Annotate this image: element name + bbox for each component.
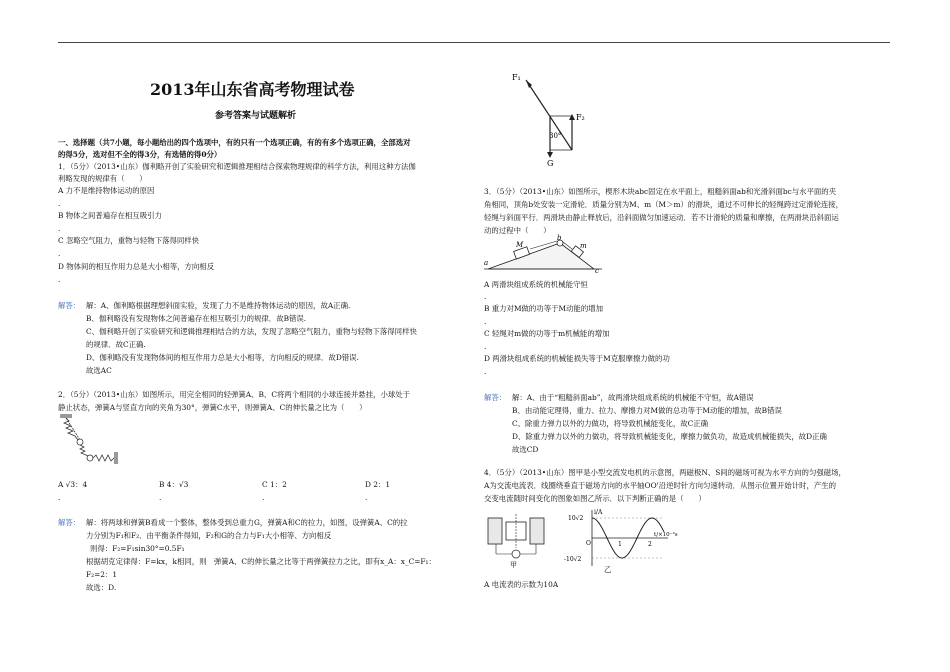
wedge-a-label: a <box>484 259 489 267</box>
page-title: 2013年山东省高考物理试卷 <box>150 80 355 99</box>
q3-solution-line: C、除重力弹力以外的力做功，将导致机械能变化，故C正确 <box>512 419 709 428</box>
q2-option-a: A √3：4 <box>58 480 88 489</box>
q1-solution-line: 故选AC <box>86 366 112 375</box>
q1-solution-label: 解答： <box>58 301 81 310</box>
q2-stem: 2．（5分）（2013•山东）如图所示，用完全相同的轻弹簧A、B、C将两个相同的小球连接并悬挂，小球处于 <box>58 390 411 399</box>
q1-option-a: A 力不是维持物体运动的原因 <box>58 186 155 195</box>
q3-stem-cont: 动的过程中（ ） <box>484 226 551 235</box>
q1-dot: . <box>58 224 61 233</box>
q1-stem-cont: 利略发现的规律有（ ） <box>58 174 147 183</box>
q1-option-b: B 物体之间普遍存在相互吸引力 <box>58 211 162 220</box>
q2-option-c: C 1：2 <box>262 480 287 489</box>
q1-option-d: D 物体间的相互作用力总是大小相等，方向相反 <box>58 262 215 271</box>
q2-dot: . <box>365 493 368 502</box>
q1-dot: . <box>58 249 61 258</box>
wedge-diagram <box>484 235 604 275</box>
q1-solution-line: 的规律．故C正确. <box>86 340 146 349</box>
q2-dot: . <box>262 493 265 502</box>
current-graph <box>564 506 678 572</box>
q2-stem-cont: 静止状态，弹簧A与竖直方向的夹角为30°，弹簧C水平，则弹簧A、C的伸长量之比为（ ） <box>58 403 367 412</box>
q3-stem-cont: 角相同，顶角b处安装一定滑轮．质量分别为M、m（M＞m）的滑块，通过不可伸长的轻绳跨过定滑轮连接， <box>484 200 844 209</box>
q4-stem: 4．（5分）（2013•山东）图甲是小型交流发电机的示意图，两磁极N、S间的磁场可视为水平方向的匀强磁场， <box>484 468 846 477</box>
force-f1-label: F₁ <box>512 73 521 82</box>
q2-solution-line: 解：将两球和弹簧B看成一个整体，整体受到总重力G，弹簧A和C的拉力，如图，设弹簧A、C的拉 <box>86 518 408 527</box>
q3-solution-label: 解答： <box>484 393 507 402</box>
q4-option-a: A 电流表的示数为10A <box>484 580 559 589</box>
generator-diagram <box>484 508 558 570</box>
graph-yi-label: 乙 <box>604 565 612 574</box>
graph-bottom-tick: -10√2 <box>564 556 582 563</box>
q1-dot: . <box>58 275 61 284</box>
force-f2-label: F₂ <box>576 113 585 122</box>
q2-option-d: D 2：1 <box>365 480 391 489</box>
q2-solution-line: F₂=2：1 <box>86 570 118 579</box>
q1-stem: 1．（5分）（2013•山东）伽利略开创了实验研究和逻辑推理相结合探索物理规律的科学方法，利用这种方法伽 <box>58 162 416 171</box>
q3-dot: . <box>484 342 487 351</box>
section-heading-line2: 的得5分，选对但不全的得3分，有选错的得0分） <box>58 150 222 159</box>
q1-option-c: C 忽略空气阻力，重物与轻物下落得同样快 <box>58 236 200 245</box>
q1-solution-line: C、伽利略开创了实验研究和逻辑推理相结合的方法，发现了忽略空气阻力，重物与轻物下落得同样快 <box>86 327 417 336</box>
q2-solution-line: 力分别为F₁和F₂．由平衡条件得知，F₂和G的合力与F₁大小相等、方向相反 <box>86 531 332 540</box>
force-g-label: G <box>547 159 554 168</box>
q3-option-c: C 轻绳对m做的功等于m机械能的增加 <box>484 329 610 338</box>
q3-solution-line: D、除重力弹力以外的力做功，将导致机械能变化，摩擦力做负功，故造成机械能损失，故D正确 <box>512 432 827 441</box>
q4-stem-cont: 交变电流随时间变化的图象如图乙所示．以下判断正确的是（ ） <box>484 494 706 503</box>
page-subtitle: 参考答案与试题解析 <box>215 111 297 121</box>
force-angle-label: 30° <box>549 132 562 140</box>
q3-dot: . <box>484 292 487 301</box>
q2-solution-line: 根据胡克定律得：F=kx，k相同，则 弹簧A、C的伸长量之比等于两弹簧拉力之比，即有x_A：x_C=F₁： <box>86 557 436 566</box>
q3-stem-cont: 轻绳与斜面平行．两滑块由静止释放后，沿斜面做匀加速运动．若不计滑轮的质量和摩擦，在两滑块沿斜面运 <box>484 213 839 222</box>
force-diagram <box>504 68 614 168</box>
q3-option-b: B 重力对M做的功等于M动能的增加 <box>484 304 603 313</box>
q1-solution-line: D、伽利略没有发现物体间的相互作用力总是大小相等，方向相反的规律．故D错误. <box>86 353 359 362</box>
q3-dot: . <box>484 317 487 326</box>
generator-jia-label: 甲 <box>510 561 517 569</box>
q3-stem: 3．（5分）（2013•山东）如图所示，楔形木块abc固定在水平面上，粗糙斜面ab和光滑斜面bc与水平面的夹 <box>484 187 837 196</box>
graph-origin: O <box>586 540 591 547</box>
wedge-M-label: M <box>516 241 524 249</box>
graph-t1: 1 <box>618 541 622 548</box>
q2-solution-line: 则得：F₂=F₁sin30°=0.5F₁ <box>90 544 185 553</box>
wedge-b-label: b <box>557 234 562 242</box>
graph-ylabel: i/A <box>594 509 603 516</box>
section-heading-line1: 一、选择题（共7小题，每小题给出的四个选项中，有的只有一个选项正确，有的有多个选项正确，全部选对 <box>58 138 411 147</box>
q4-stem-cont: A为交流电流表．线圈绕垂直于磁场方向的水平轴OO'沿逆时针方向匀速转动．从图示位置开始计时，产生的 <box>484 481 837 490</box>
graph-xlabel: t/×10⁻²s <box>654 532 678 538</box>
q1-solution-line: 解：A、伽利略根据理想斜面实验，发现了力不是维持物体运动的原因，故A正确. <box>86 301 351 310</box>
q3-option-d: D 两滑块组成系统的机械能损失等于M克服摩擦力做的功 <box>484 354 670 363</box>
q2-dot: . <box>58 493 61 502</box>
q3-solution-line: 故选CD <box>512 445 539 454</box>
spring-diagram <box>58 414 138 466</box>
q2-dot: . <box>159 493 162 502</box>
wedge-m-label: m <box>580 242 587 250</box>
q2-solution-label: 解答： <box>58 518 81 527</box>
q3-solution-line: 解：A、由于“粗糙斜面ab”，故两滑块组成系统的机械能不守恒，故A错误 <box>512 393 754 402</box>
wedge-c-label: c <box>595 267 599 275</box>
q1-dot: . <box>58 199 61 208</box>
q2-option-b: B 4：√3 <box>159 480 189 489</box>
top-rule <box>58 42 890 43</box>
graph-top-tick: 10√2 <box>568 515 584 522</box>
q3-solution-line: B、由动能定理得，重力、拉力、摩擦力对M做的总功等于M动能的增加，故B错误 <box>512 406 782 415</box>
q3-dot: . <box>484 367 487 376</box>
q2-solution-line: 故选：D. <box>86 583 117 592</box>
graph-t2: 2 <box>648 541 652 548</box>
q1-solution-line: B、伽利略没有发现物体之间普遍存在相互吸引力的规律．故B错误. <box>86 314 307 323</box>
q3-option-a: A 两滑块组成系统的机械能守恒 <box>484 280 588 289</box>
